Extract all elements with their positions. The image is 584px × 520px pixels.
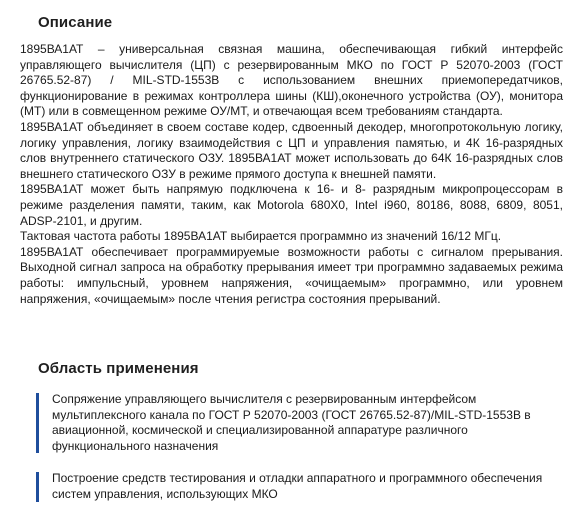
description-paragraph: Тактовая частота работы 1895ВА1АТ выбирается программно из значений 16/12 МГц. bbox=[20, 229, 502, 244]
application-item bbox=[36, 471, 556, 502]
description-paragraph: 1895ВА1АТ объединяет в своем составе кодер, сдвоенный декодер, многопротокольную логику, логику управления, логику взаимодействия с ЦП и управления памятью, и 4К 16-разрядных слов внутреннего статического ОЗУ. 1895ВА1АТ может использовать до 64К 16-разрядных слов внешнего статического ОЗУ в режиме прямого доступа к внешней памяти. bbox=[20, 119, 563, 181]
description-paragraph: 1895ВА1АТ может быть напрямую подключена к 16- и 8- разрядным микропроцессорам в режиме разделения памяти, таким, как Motorola 680X0, Intel i960, 80186, 8088, 6809, 8051, ADSP-2101, и другим. bbox=[20, 182, 563, 228]
section-title-description: Описание bbox=[38, 14, 113, 31]
accent-bar bbox=[36, 393, 39, 453]
application-item-text: Построение средств тестирования и отладки аппаратного и программного обеспечения систем управления, использующих МКО bbox=[52, 471, 543, 501]
description-paragraph: 1895ВА1АТ обеспечивает программируемые возможности работы с сигналом прерывания. Выходной сигнал запроса на обработку прерывания имеет три программно задаваемых режима работы: импульсный, уровнем напряжения, «очищаемым» программно, или уровнем напряжения, «очищаемым» после чтения регистра состояния прерываний. bbox=[20, 244, 563, 306]
section-title-application: Область применения bbox=[38, 360, 199, 377]
application-item bbox=[36, 392, 556, 454]
application-list bbox=[36, 392, 556, 520]
accent-bar bbox=[36, 472, 39, 501]
application-item-text: Сопряжение управляющего вычислителя с резервированным интерфейсом мультиплексного канала по ГОСТ Р 52070-2003 (ГОСТ 26765.52-87)/MIL-STD-1553В в авиационной, космической и специализированной аппаратуре различного функционального назначения bbox=[52, 392, 531, 453]
description-paragraph: 1895ВА1АТ – универсальная связная машина, обеспечивающая гибкий интерфейс управляющего вычислителя (ЦП) с резервированным МКО по ГОСТ Р 52070-2003 (ГОСТ 26765.52-87) / MIL-STD-1553В с использованием внешних приемопередатчиков, функционирование в режимах контроллера шины (КШ),оконечного устройства (ОУ), монитора (МТ) или в совмещенном режиме ОУ/МТ, и отвечающая всем требованиям стандарта. bbox=[20, 42, 563, 119]
description-text bbox=[20, 42, 563, 307]
